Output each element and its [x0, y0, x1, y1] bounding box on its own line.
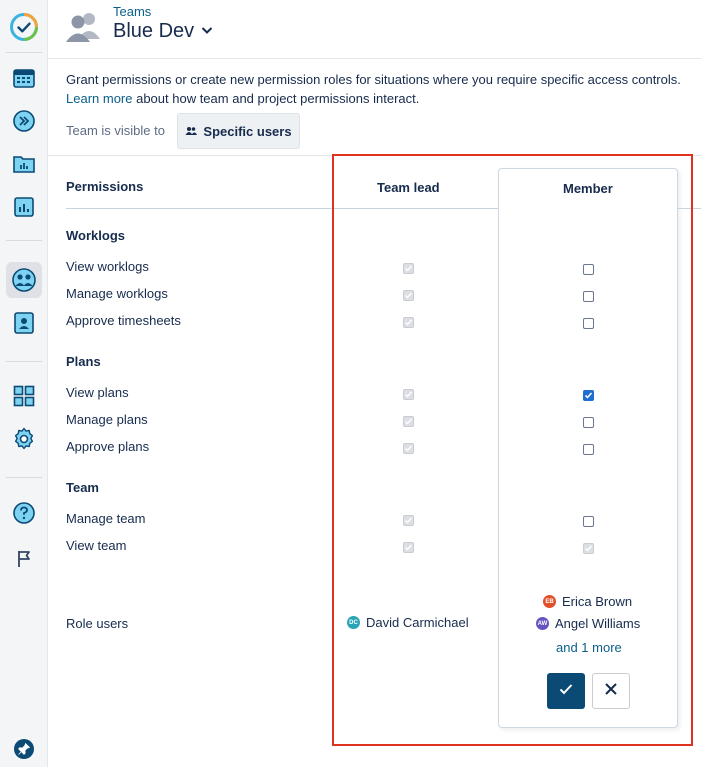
table-header-rule — [678, 208, 701, 209]
permissions-header: Permissions — [66, 179, 144, 194]
learn-more-link[interactable]: Learn more — [66, 91, 133, 106]
team-lead-user[interactable] — [347, 615, 469, 630]
avatar: AW — [536, 617, 549, 630]
user-name: Erica Brown — [562, 594, 633, 609]
section-title-plans: Plans — [66, 354, 101, 369]
team-lead-manage-plans-checkbox — [403, 416, 414, 427]
avatar: EB — [543, 595, 556, 608]
member-manage-team-checkbox[interactable] — [583, 516, 594, 527]
intro-line-1: Grant permissions or create new permission roles for situations where you require specific access controls. — [66, 72, 681, 87]
member-header: Member — [563, 181, 613, 196]
cancel-button[interactable] — [592, 673, 630, 709]
sidebar-divider — [6, 52, 42, 53]
member-view-team-checkbox — [583, 543, 594, 554]
perm-label-view-worklogs: View worklogs — [66, 259, 149, 274]
folder-chart-icon[interactable] — [6, 146, 42, 182]
member-approve-timesheets-checkbox[interactable] — [583, 318, 594, 329]
confirm-button[interactable] — [547, 673, 585, 709]
visibility-button[interactable] — [177, 113, 300, 149]
visibility-label: Team is visible to — [66, 123, 165, 138]
perm-label-approve-plans: Approve plans — [66, 439, 150, 454]
member-manage-plans-checkbox[interactable] — [583, 417, 594, 428]
team-lead-view-team-checkbox — [403, 542, 414, 553]
sidebar-divider — [6, 240, 42, 241]
section-divider — [48, 155, 701, 156]
member-view-plans-checkbox[interactable] — [583, 390, 594, 401]
avatar: DC — [347, 616, 360, 629]
users-icon — [185, 124, 197, 139]
page-header — [48, 0, 701, 59]
section-title-team: Team — [66, 480, 99, 495]
perm-label-manage-worklogs: Manage worklogs — [66, 286, 168, 301]
member-user[interactable] — [536, 616, 640, 631]
team-lead-header: Team lead — [377, 180, 440, 195]
member-view-worklogs-checkbox[interactable] — [583, 264, 594, 275]
table-header-rule — [66, 208, 498, 209]
section-title-worklogs: Worklogs — [66, 228, 125, 243]
sidebar-divider — [6, 477, 42, 478]
calendar-icon[interactable] — [6, 60, 42, 96]
page-title: Blue Dev — [113, 20, 195, 42]
perm-label-manage-team: Manage team — [66, 511, 146, 526]
role-users-label: Role users — [66, 616, 129, 631]
sidebar — [0, 0, 48, 767]
gear-icon[interactable] — [6, 421, 42, 457]
member-approve-plans-checkbox[interactable] — [583, 444, 594, 455]
breadcrumb-teams[interactable]: Teams — [113, 4, 152, 19]
chevron-down-icon — [200, 20, 214, 43]
team-lead-view-plans-checkbox — [403, 389, 414, 400]
user-card-icon[interactable] — [6, 305, 42, 341]
team-selector[interactable] — [113, 20, 214, 43]
team-lead-manage-team-checkbox — [403, 515, 414, 526]
grid-icon[interactable] — [6, 378, 42, 414]
team-lead-manage-worklogs-checkbox — [403, 290, 414, 301]
perm-label-view-team: View team — [66, 538, 127, 553]
intro-line-2-rest: about how team and project permissions interact. — [132, 91, 420, 106]
user-name: Angel Williams — [555, 616, 641, 631]
help-icon[interactable] — [6, 495, 42, 531]
visibility-button-label: Specific users — [203, 123, 292, 139]
team-lead-view-worklogs-checkbox — [403, 263, 414, 274]
pin-icon[interactable] — [6, 731, 42, 767]
member-manage-worklogs-checkbox[interactable] — [583, 291, 594, 302]
team-lead-approve-timesheets-checkbox — [403, 317, 414, 328]
sidebar-divider — [6, 361, 42, 362]
perm-label-approve-timesheets: Approve timesheets — [66, 313, 181, 328]
double-chevron-icon[interactable] — [6, 103, 42, 139]
perm-label-view-plans: View plans — [66, 385, 129, 400]
app-logo-icon[interactable] — [6, 9, 42, 45]
more-users-link[interactable]: and 1 more — [556, 640, 622, 655]
team-lead-approve-plans-checkbox — [403, 443, 414, 454]
flag-icon[interactable] — [6, 541, 42, 577]
check-icon — [558, 681, 574, 702]
member-user[interactable] — [543, 594, 632, 609]
team-icon[interactable] — [6, 262, 42, 298]
intro-text — [66, 70, 701, 108]
team-avatar-icon — [64, 9, 104, 45]
intro-line-2 — [66, 89, 701, 108]
perm-label-manage-plans: Manage plans — [66, 412, 148, 427]
close-icon — [603, 681, 619, 702]
user-name: David Carmichael — [366, 615, 469, 630]
bar-chart-icon[interactable] — [6, 189, 42, 225]
